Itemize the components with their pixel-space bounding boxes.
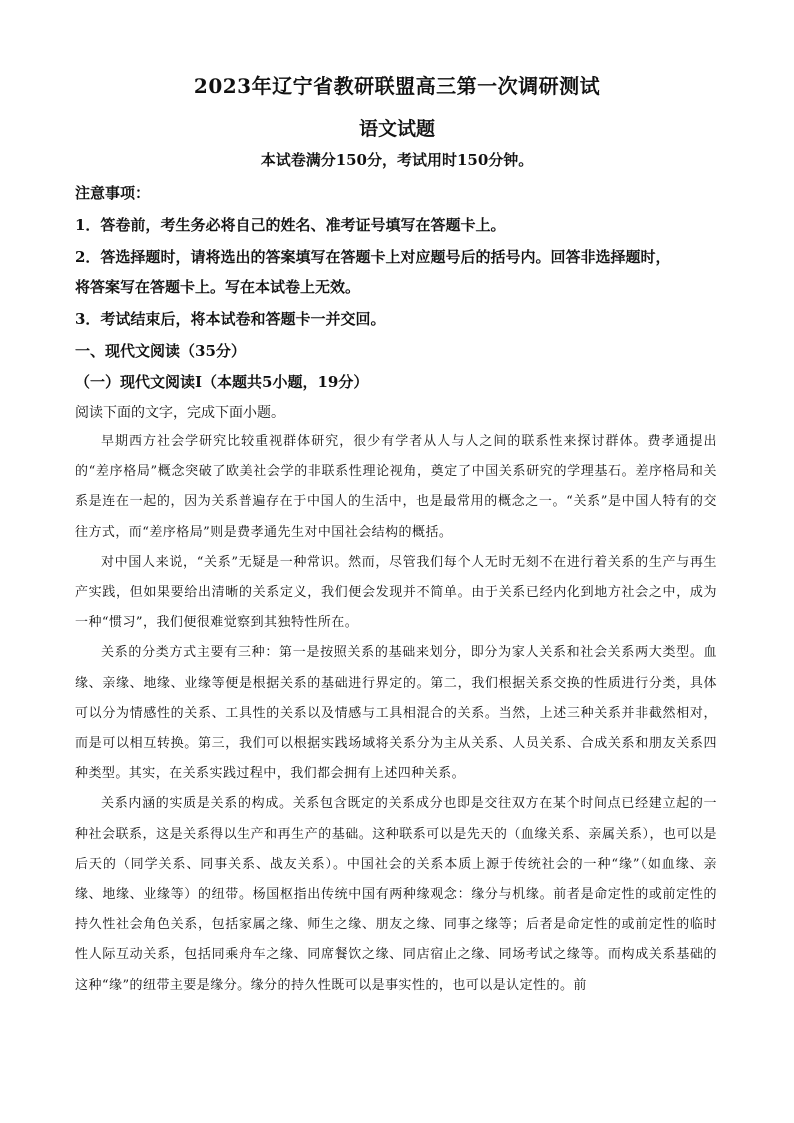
passage-paragraph-2: 对中国人来说，“关系”无疑是一种常识。然而，尽管我们每个人无时无刻不在进行着关系的生产与再生产实践，但如果要给出清晰的关系定义，我们便会发现并不简单。由于关系已经内化到地方社会之中，成为一种“惯习”，我们便很难觉察到其独特性所在。 xyxy=(75,554,717,631)
section-heading: 一、现代文阅读（35分） xyxy=(75,342,246,360)
note-item-2-line-1: 2．答选择题时，请将选出的答案填写在答题卡上对应题号后的括号内。回答非选择题时， xyxy=(75,248,671,266)
note-item-3: 3．考试结束后，将本试卷和答题卡一并交回。 xyxy=(75,310,386,328)
exam-title: 2023年辽宁省教研联盟高三第一次调研测试 xyxy=(193,74,601,98)
sub-section-heading: （一）现代文阅读Ⅰ（本题共5小题，19分） xyxy=(75,373,369,391)
passage-paragraph-4: 关系内涵的实质是关系的构成。关系包含既定的关系成分也即是交往双方在某个时间点已经建立起的一种社会联系，这是关系得以生产和再生产的基础。这种联系可以是先天的（血缘关系、亲属关系），也可以是后天的（同学关系、同事关系、战友关系）。中国社会的关系本质上源于传统社会的一种“缘”（如血缘、亲缘、地缘、业缘等）的纽带。杨国枢指出传统中国有两种缘观念：缘分与机缘。前者是命定性的或前定性的持久性社会角色关系，包括家属之缘、师生之缘、朋友之缘、同事之缘等；后者是命定性的或前定性的临时性人际互动关系，包括同乘舟车之缘、同席餐饮之缘、同店宿止之缘、同场考试之缘等。而构成关系基础的这种“缘”的纽带主要是缘分。缘分的持久性既可以是事实性的，也可以是认定性的。前 xyxy=(75,796,717,993)
reading-instruction: 阅读下面的文字，完成下面小题。 xyxy=(75,405,285,421)
notes-heading: 注意事项： xyxy=(75,184,151,202)
note-item-1: 1．答卷前，考生务必将自己的姓名、准考证号填写在答题卡上。 xyxy=(75,216,506,234)
subject-title: 语文试题 xyxy=(358,118,435,140)
note-item-2-line-2: 将答案写在答题卡上。写在本试卷上无效。 xyxy=(75,278,361,296)
passage-paragraph-3: 关系的分类方式主要有三种：第一是按照关系的基础来划分，即分为家人关系和社会关系两大类型。血缘、亲缘、地缘、业缘等便是根据关系的基础进行界定的。第二，我们根据关系交换的性质进行分类，具体可以分为情感性的关系、工具性的关系以及情感与工具相混合的关系。当然，上述三种关系并非截然相对，而是可以相互转换。第三，我们可以根据实践场域将关系分为主从关系、人员关系、合成关系和朋友关系四种类型。其实，在关系实践过程中，我们都会拥有上述四种关系。 xyxy=(75,645,717,782)
reading-passage xyxy=(75,427,717,1001)
exam-info: 本试卷满分150分，考试用时150分钟。 xyxy=(260,151,534,169)
passage-paragraph-1: 早期西方社会学研究比较重视群体研究，很少有学者从人与人之间的联系性来探讨群体。费孝通提出的“差序格局”概念突破了欧美社会学的非联系性理论视角，奠定了中国关系研究的学理基石。差序格局和关系是连在一起的，因为关系普遍存在于中国人的生活中，也是最常用的概念之一。“关系”是中国人特有的交往方式，而“差序格局”则是费孝通先生对中国社会结构的概括。 xyxy=(75,434,717,540)
